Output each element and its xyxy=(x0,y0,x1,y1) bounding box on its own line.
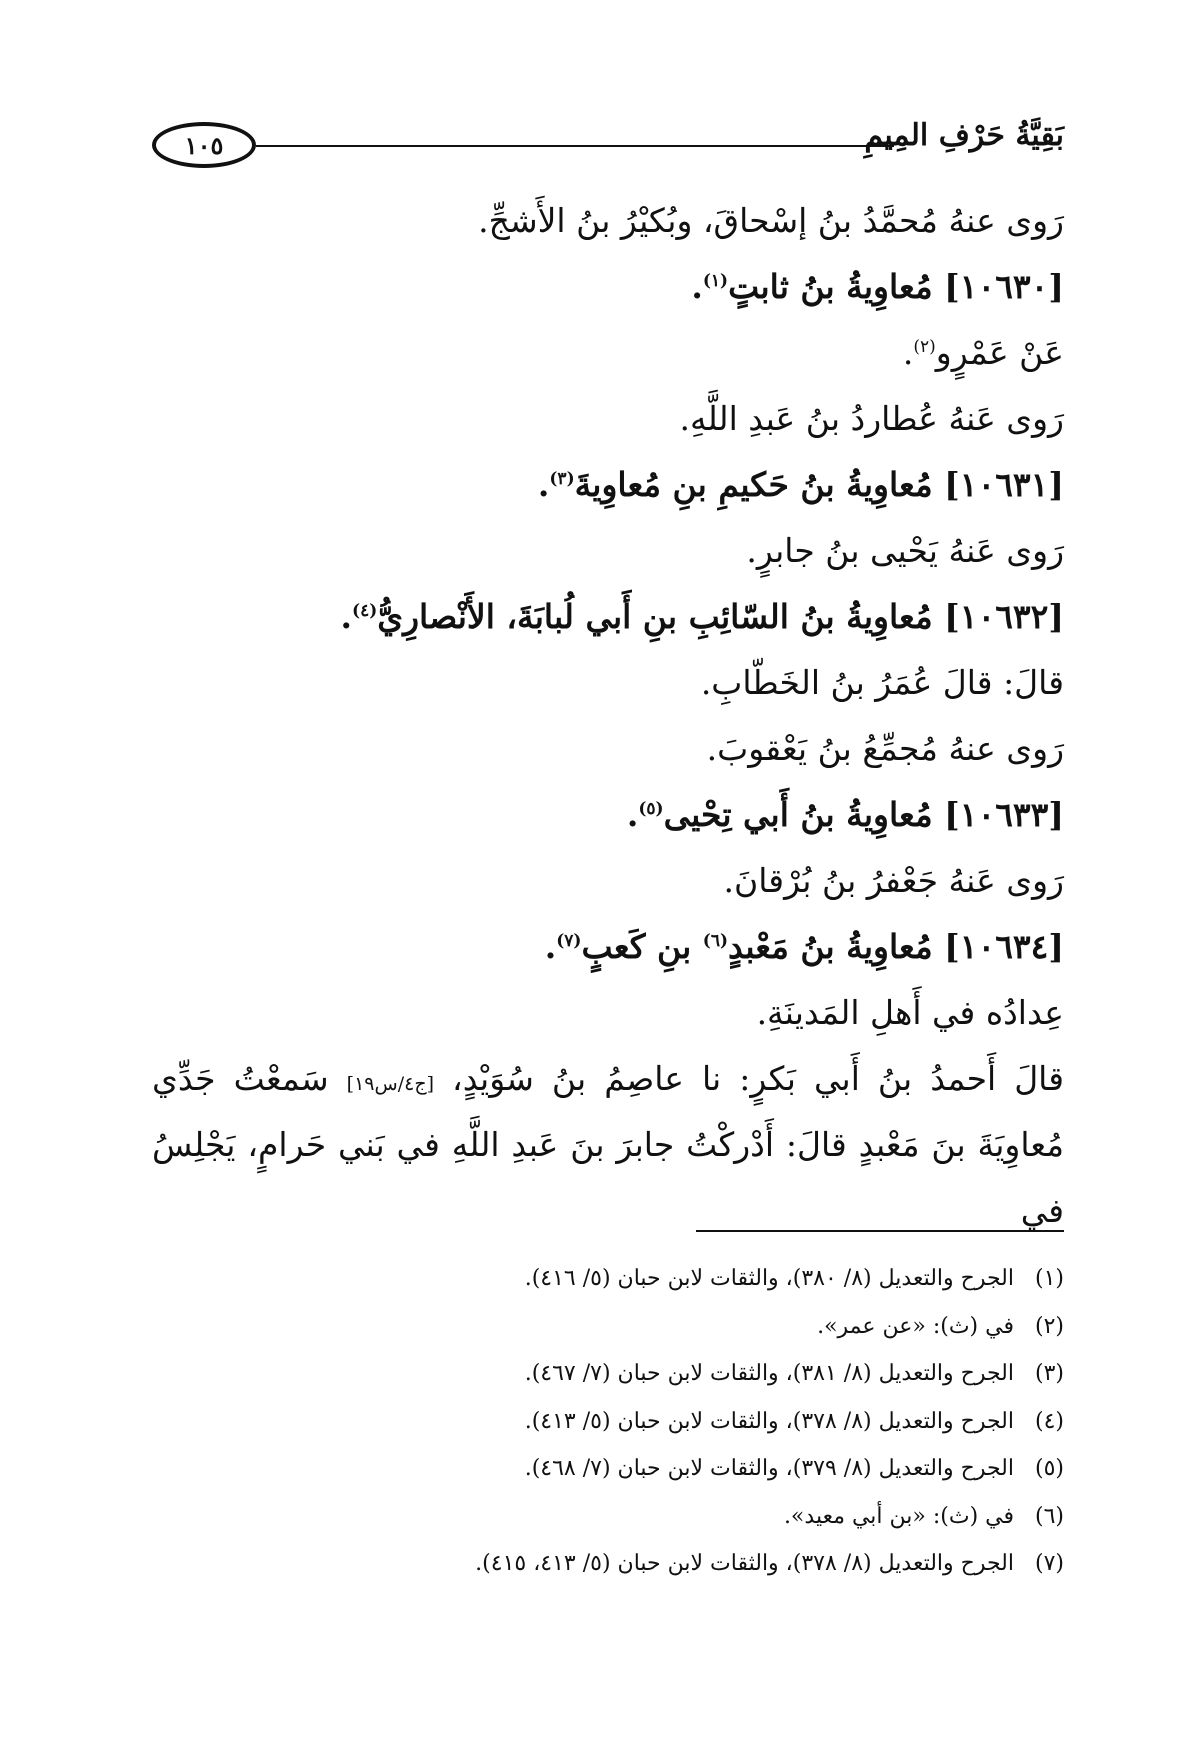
footnote: (٣)الجرح والتعديل (٨/ ٣٨١)، والثقات لابن حبان (٧/ ٤٦٧). xyxy=(152,1350,1064,1398)
footnote-ref: (١) xyxy=(702,271,729,291)
footnote-number: (٦) xyxy=(1034,1503,1064,1529)
paragraph-line: مُعاوِيَةَ بنَ مَعْبدٍ قالَ: أَدْركْتُ جابرَ بنَ عَبدِ اللَّهِ في بَني حَرامٍ، يَجْلِسُ في xyxy=(152,1125,1064,1230)
footnotes xyxy=(152,1255,1064,1588)
page-header xyxy=(152,118,1064,174)
footnote-number: (٧) xyxy=(1034,1551,1064,1576)
text-line: رَوى عَنهُ عُطاردُ بنُ عَبدِ اللَّهِ. xyxy=(679,399,1064,438)
footnote-ref: (٢) xyxy=(913,337,936,357)
page-number: ١٠٥ xyxy=(152,122,256,168)
footnote-number: (٤) xyxy=(1034,1408,1064,1434)
footnote-ref: (٤) xyxy=(352,601,378,621)
main-text xyxy=(152,188,1065,1230)
footnote: (٢)في (ث): «عن عمر». xyxy=(152,1303,1064,1351)
manuscript-marker: [ج٤/س١٩] xyxy=(346,1073,435,1095)
footnote: (٤)الجرح والتعديل (٨/ ٣٧٨)، والثقات لابن حبان (٥/ ٤١٣). xyxy=(152,1398,1064,1446)
footnote: (٥)الجرح والتعديل (٨/ ٣٧٩)، والثقات لابن حبان (٧/ ٤٦٨). xyxy=(152,1445,1064,1493)
footnote-ref: (٧) xyxy=(556,931,582,951)
entry-heading: [١٠٦٣٠] مُعاوِيةُ بنُ ثابتٍ$^{(١)}$. xyxy=(691,267,1064,306)
entry-heading: [١٠٦٣٢] مُعاوِيةُ بنُ السّائِبِ بنِ أَبي لُبابَةَ، الأَنْصارِيُّ$^{(٤)}$. xyxy=(340,597,1064,636)
text-line: رَوى عنهُ مُحمَّدُ بنُ إسْحاقَ، وبُكيْرُ بنُ الأَشجِّ. xyxy=(478,201,1064,240)
footnote: (١)الجرح والتعديل (٨/ ٣٨٠)، والثقات لابن حبان (٥/ ٤١٦). xyxy=(152,1255,1064,1303)
entry-heading: [١٠٦٣٤] مُعاوِيةُ بنُ مَعْبدٍ$^{(٦)}$ بنِ كَعبٍ$^{(٧)}$. xyxy=(544,927,1064,966)
footnote-number: (٥) xyxy=(1034,1456,1064,1481)
footnote: (٧)الجرح والتعديل (٨/ ٣٧٨)، والثقات لابن حبان (٥/ ٤١٣، ٤١٥). xyxy=(152,1540,1064,1588)
footnote-ref: (٥) xyxy=(638,799,664,819)
footnote-ref: (٦) xyxy=(702,931,729,951)
text-line: رَوى عنهُ مُجمِّعُ بنُ يَعْقوبَ. xyxy=(706,729,1064,768)
footnote-ref: (٣) xyxy=(549,469,575,489)
text-line: رَوى عَنهُ جَعْفرُ بنُ بُرْقانَ. xyxy=(723,861,1064,900)
entry-heading: [١٠٦٣٣] مُعاوِيةُ بنُ أَبي تِحْيى$^{(٥)}$. xyxy=(626,795,1064,834)
text-line: رَوى عَنهُ يَحْيى بنُ جابرٍ. xyxy=(746,531,1064,570)
header-rule xyxy=(256,145,894,147)
text-line: قالَ: قالَ عُمَرُ بنُ الخَطّابِ. xyxy=(700,663,1064,702)
footnote-separator xyxy=(696,1230,1064,1232)
running-head: بَقِيَّةُ حَرْفِ المِيمِ xyxy=(864,118,1064,153)
footnote-number: (١) xyxy=(1034,1266,1064,1291)
paragraph-line: قالَ أَحمدُ بنُ أَبي بَكرٍ: نا عاصِمُ بنُ سُوَيْدٍ، [ج٤/س١٩] سَمعْتُ جَدِّي xyxy=(152,1059,1065,1098)
footnote: (٦)في (ث): «بن أبي معيد». xyxy=(152,1493,1064,1541)
footnote-number: (٢) xyxy=(1034,1313,1064,1339)
entry-heading: [١٠٦٣١] مُعاوِيةُ بنُ حَكيمِ بنِ مُعاوِيةَ$^{(٣)}$. xyxy=(537,465,1064,504)
text-line: عِدادُه في أَهلِ المَدينَةِ. xyxy=(756,993,1064,1032)
footnote-number: (٣) xyxy=(1034,1361,1064,1386)
text-line: عَنْ عَمْرٍو$^{(٢)}$. xyxy=(902,333,1064,372)
